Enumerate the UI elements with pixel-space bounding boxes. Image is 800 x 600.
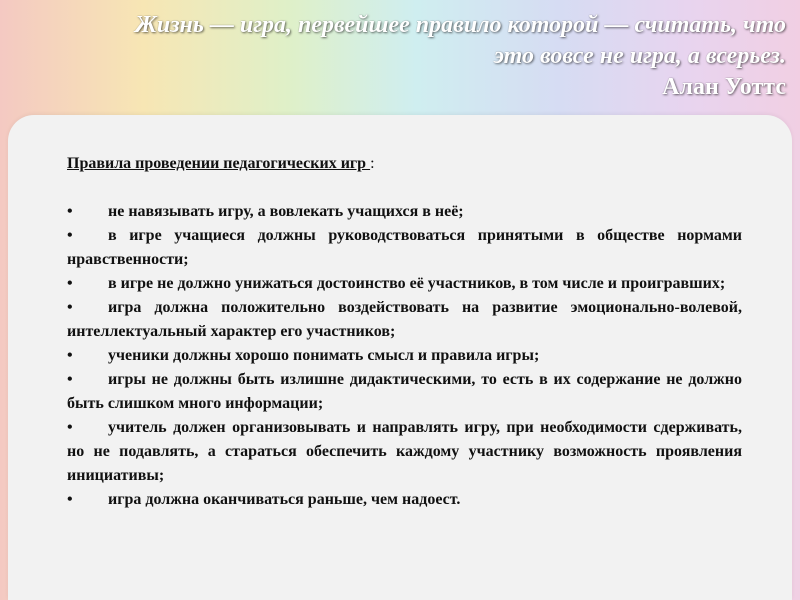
rule-text: в игре не должно унижаться достоинство её участников, в том числе и проигравших; (108, 275, 726, 292)
bullet-icon: • (67, 299, 73, 316)
bullet-icon: • (67, 227, 73, 244)
rule-item (67, 272, 742, 296)
bullet-icon: • (67, 203, 73, 220)
rule-text: игры не должны быть излишне дидактическими, то есть в их содержание не должно быть слишком много информации; (67, 371, 742, 412)
rule-item (67, 224, 742, 272)
rule-item (67, 368, 742, 416)
bullet-icon: • (67, 275, 73, 292)
rule-text: игра должна оканчиваться раньше, чем надоест. (108, 491, 461, 508)
rules-heading-colon: : (370, 155, 375, 172)
bullet-icon: • (67, 419, 73, 436)
rule-item (67, 488, 742, 512)
rule-item (67, 416, 742, 488)
rules-list (67, 200, 742, 512)
bullet-icon: • (67, 371, 73, 388)
bullet-icon: • (67, 347, 73, 364)
rules-heading-text: Правила проведении педагогических игр (67, 155, 371, 172)
rule-text: в игре учащиеся должны руководствоваться принятыми в обществе нормами нравственности; (67, 227, 742, 268)
rules-heading (67, 152, 742, 176)
rule-text: ученики должны хорошо понимать смысл и правила игры; (108, 347, 540, 364)
rule-text: не навязывать игру, а вовлекать учащихся в неё; (108, 203, 464, 220)
rule-text: учитель должен организовывать и направлять игру, при необходимости сдерживать, но не подавлять, а стараться обеспечить каждому участнику возможность проявления инициативы; (67, 419, 742, 484)
bullet-icon: • (67, 491, 73, 508)
rule-item (67, 200, 742, 224)
rule-item (67, 344, 742, 368)
quote-line-1: Жизнь — игра, первейшее правило которой — считать, что (134, 12, 786, 38)
quote-author: Алан Уоттс (662, 74, 786, 100)
rules-section (67, 152, 742, 512)
quote-line-2: это вовсе не игра, а всерьез. (493, 43, 786, 69)
epigraph-quote (20, 10, 786, 103)
rule-item (67, 296, 742, 344)
rule-text: игра должна положительно воздействовать на развитие эмоционально-волевой, интеллектуальный характер его участников; (67, 299, 742, 340)
